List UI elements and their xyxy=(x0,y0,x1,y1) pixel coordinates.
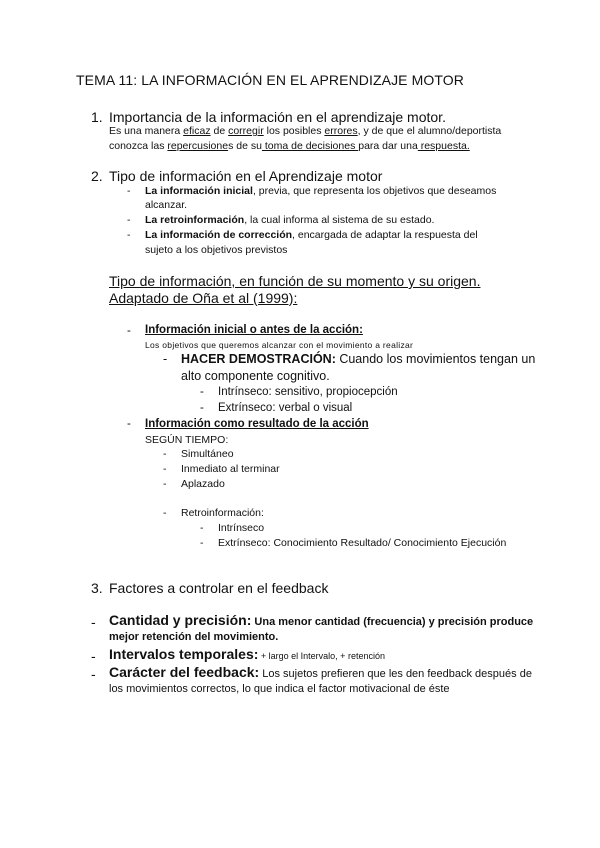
resultado-heading: Información como resultado de la acción xyxy=(145,418,369,430)
inicial-heading: Información inicial o antes de la acción: xyxy=(145,324,363,336)
inicial-note: Los objetivos que queremos alcanzar con el movimiento a realizar xyxy=(145,340,414,350)
inicial-extrinseco: Extrínseco: verbal o visual xyxy=(218,402,353,414)
dash-marker: - xyxy=(91,648,96,664)
section-1-line-1: Es una manera eficaz de corregir los posibles errores, y de que el alumno/deportista xyxy=(109,125,502,137)
info-type-item: La información inicial, previa, que representa los objetivos que deseamos xyxy=(145,185,497,197)
inicial-intrinseco: Intrínseco: sensitivo, propiocepción xyxy=(218,386,398,398)
dash-marker: - xyxy=(91,614,96,630)
retro-extrinseco: Extrínseco: Conocimiento Resultado/ Conocimiento Ejecución xyxy=(218,537,507,549)
dash-marker: - xyxy=(163,478,167,490)
dash-marker: - xyxy=(163,507,167,519)
feedback-factor-item: Cantidad y precisión: Una menor cantidad (frecuencia) y precisión produce xyxy=(109,612,534,628)
dash-marker: - xyxy=(200,402,204,414)
subheading-line-2: Adaptado de Oña et al (1999): xyxy=(109,290,298,306)
retro-intrinseco: Intrínseco xyxy=(218,522,265,534)
dash-marker: - xyxy=(127,185,131,197)
section-3-number: 3. xyxy=(91,580,103,596)
segun-tiempo: SEGÚN TIEMPO: xyxy=(145,434,229,446)
info-type-item: La información de corrección, encargada de adaptar la respuesta del xyxy=(145,229,478,241)
dash-marker: - xyxy=(200,386,204,398)
demo-line: HACER DEMOSTRACIÓN: Cuando los movimientos tengan un xyxy=(181,352,536,366)
feedback-factor-item-cont: los movimientos correctos, lo que indica el factor motivacional de éste xyxy=(109,683,450,695)
tiempo-item: Aplazado xyxy=(181,478,225,490)
tiempo-item: Inmediato al terminar xyxy=(181,463,280,475)
section-2-heading: Tipo de información en el Aprendizaje motor xyxy=(109,168,383,184)
dash-marker: - xyxy=(127,418,131,430)
feedback-factor-item: Intervalos temporales: + largo el Intervalo, + retención xyxy=(109,646,385,662)
section-3-heading: Factores a controlar en el feedback xyxy=(109,580,329,596)
retroinformacion-label: Retroinformación: xyxy=(181,507,264,519)
feedback-factor-item: Carácter del feedback: Los sujetos prefieren que les den feedback después de xyxy=(109,664,532,680)
dash-marker: - xyxy=(127,214,131,226)
info-type-item-cont: alcanzar. xyxy=(145,199,188,211)
info-type-item: La retroinformación, la cual informa al sistema de su estado. xyxy=(145,214,435,226)
dash-marker: - xyxy=(127,325,131,337)
info-type-item-cont: sujeto a los objetivos previstos xyxy=(145,244,288,256)
demo-line-cont: alto componente cognitivo. xyxy=(181,369,330,383)
subheading-line-1: Tipo de información, en función de su momento y su origen. xyxy=(109,273,481,289)
tiempo-item: Simultáneo xyxy=(181,448,234,460)
dash-marker: - xyxy=(163,352,168,366)
dash-marker: - xyxy=(163,463,167,475)
dash-marker: - xyxy=(127,229,131,241)
dash-marker: - xyxy=(163,448,167,460)
document-title: TEMA 11: LA INFORMACIÓN EN EL APRENDIZAJE MOTOR xyxy=(76,72,464,88)
dash-marker: - xyxy=(91,666,96,682)
section-2-number: 2. xyxy=(91,168,103,184)
section-1-number: 1. xyxy=(91,109,103,125)
section-1-line-2: conozca las repercusiones de su toma de decisiones para dar una respuesta. xyxy=(109,140,470,152)
dash-marker: - xyxy=(200,537,204,549)
section-1-heading: Importancia de la información en el aprendizaje motor. xyxy=(109,109,446,125)
dash-marker: - xyxy=(200,522,204,534)
feedback-factor-item-cont: mejor retención del movimiento. xyxy=(109,631,279,643)
